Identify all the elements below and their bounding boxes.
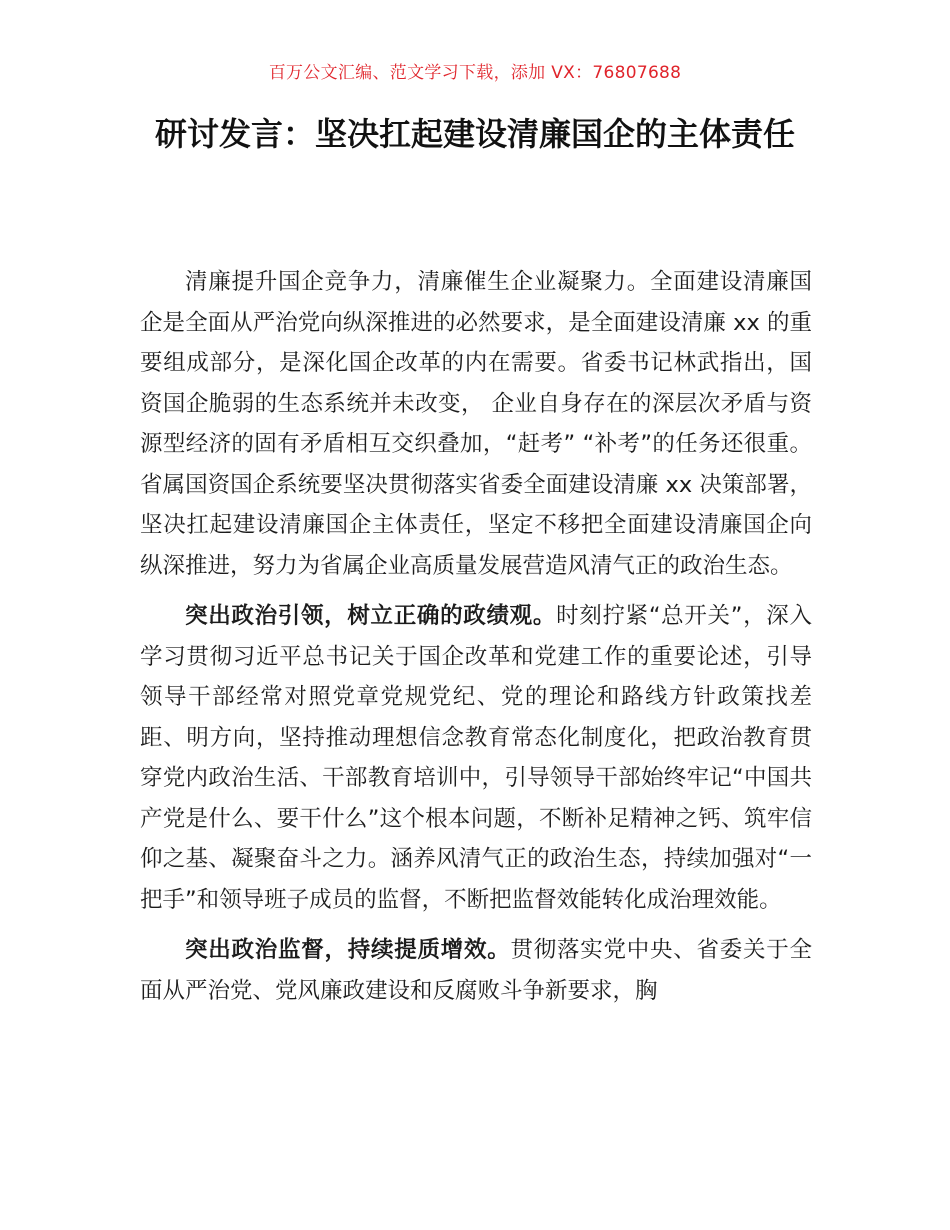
watermark-text: 百万公文汇编、范文学习下载，添加 VX：76807688	[268, 63, 682, 83]
document-body	[140, 262, 812, 1021]
paragraph-text: 时刻拧紧“总开关”，深入学习贯彻习近平总书记关于国企改革和党建工作的重要论述，引导领导干部经常对照党章党规党纪、党的理论和路线方针政策找差距、明方向，坚持推动理想信念教育常态化制度化，把政治教育贯穿党内政治生活、干部教育培训中，引导领导干部始终牢记“中国共产党是什么、要干什么”这个根本问题，不断补足精神之钙、筑牢信仰之基、凝聚奋斗之力。涵养风清气正的政治生态，持续加强对“一把手”和领导班子成员的监督，不断把监督效能转化成治理效能。	[140, 603, 812, 913]
paragraph-lead: 突出政治监督，持续提质增效。	[185, 937, 511, 963]
paragraph	[140, 262, 812, 586]
paragraph-text: 贯彻落实党中央、省委关于全面从严治党、党风廉政建设和反腐败斗争新要求，胸	[140, 937, 812, 1004]
paragraph	[140, 596, 812, 920]
paragraph-text: 清廉提升国企竞争力，清廉催生企业凝聚力。全面建设清廉国企是全面从严治党向纵深推进的必然要求，是全面建设清廉 xx 的重要组成部分，是深化国企改革的内在需要。省委书记林武指出，国资国企脆弱的生态系统并未改变， 企业自身存在的深层次矛盾与资源型经济的固有矛盾相互交织叠加，“赶考” “补考”的任务还很重。省属国资国企系统要坚决贯彻落实省委全面建设清廉 xx 决策部署，坚决扛起建设清廉国企主体责任，坚定不移把全面建设清廉国企向纵深推进，努力为省属企业高质量发展营造风清气正的政治生态。	[140, 269, 812, 579]
paragraph	[140, 930, 812, 1011]
page-title: 研讨发言：坚决扛起建设清廉国企的主体责任	[154, 115, 795, 153]
paragraph-lead: 突出政治引领，树立正确的政绩观。	[185, 603, 557, 629]
